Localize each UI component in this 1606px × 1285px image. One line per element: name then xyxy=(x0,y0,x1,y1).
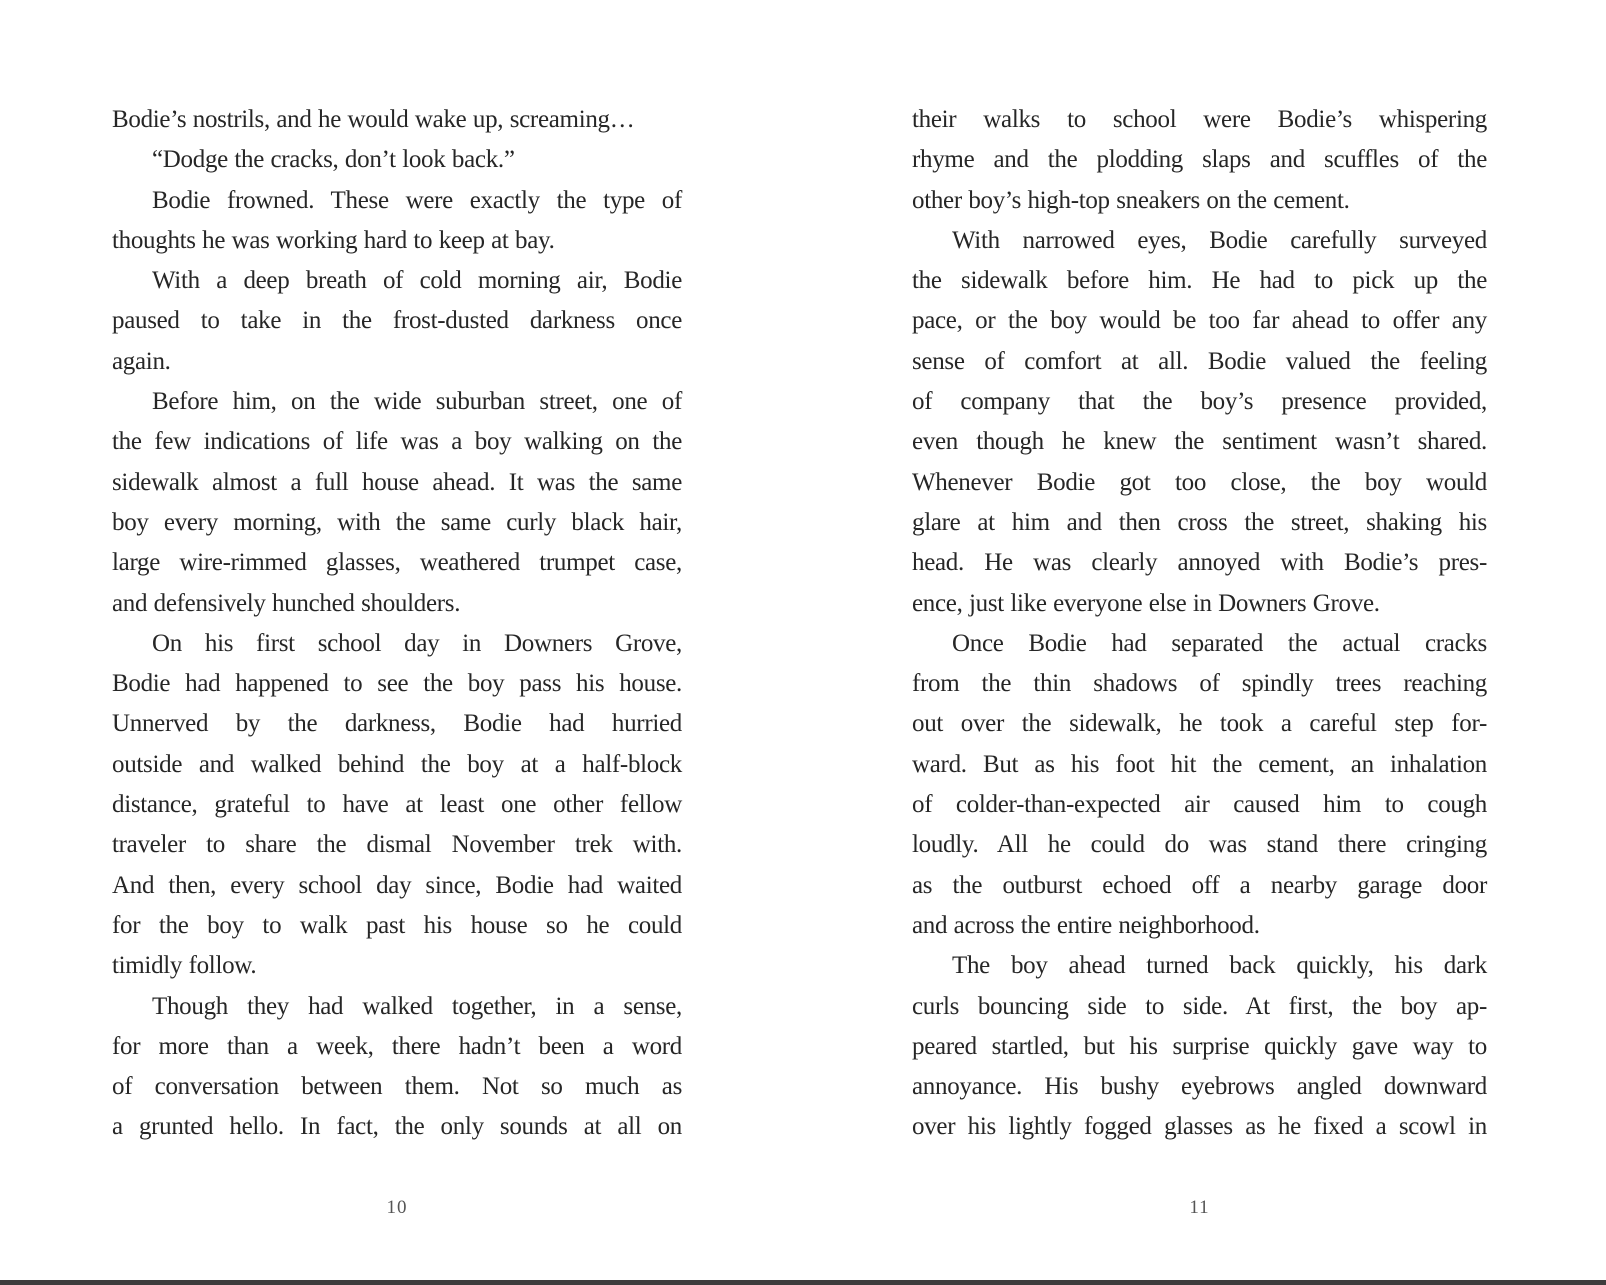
text-line: distance, grateful to have at least one other fellow xyxy=(112,791,682,819)
paragraph xyxy=(912,624,1487,946)
text-line: out over the sidewalk, he took a careful step for- xyxy=(912,710,1487,738)
text-line: even though he knew the sentiment wasn’t shared. xyxy=(912,428,1487,456)
text-line: of conversation between them. Not so much as xyxy=(112,1073,682,1101)
text-line: On his first school day in Downers Grove, xyxy=(152,629,682,657)
paragraph xyxy=(912,221,1487,624)
text-line: large wire-rimmed glasses, weathered trumpet case, xyxy=(112,549,682,577)
text-line: and across the entire neighborhood. xyxy=(912,911,1260,939)
paragraph xyxy=(112,181,682,262)
text-line: Once Bodie had separated the actual cracks xyxy=(952,629,1487,657)
text-line: pace, or the boy would be too far ahead to offer any xyxy=(912,307,1487,335)
text-line: rhyme and the plodding slaps and scuffles of the xyxy=(912,146,1487,174)
text-line: With narrowed eyes, Bodie carefully surveyed xyxy=(952,226,1487,254)
page-right xyxy=(912,100,1487,1285)
text-line: the sidewalk before him. He had to pick up the xyxy=(912,267,1487,295)
text-line: boy every morning, with the same curly black hair, xyxy=(112,508,682,536)
text-line: timidly follow. xyxy=(112,952,257,980)
text-line: curls bouncing side to side. At first, the boy ap- xyxy=(912,992,1487,1020)
text-line: their walks to school were Bodie’s whispering xyxy=(912,106,1487,133)
text-line: loudly. All he could do was stand there cringing xyxy=(912,831,1487,859)
window-bottom-edge xyxy=(0,1280,1606,1285)
text-line: thoughts he was working hard to keep at bay. xyxy=(112,226,555,254)
text-line: traveler to share the dismal November trek with. xyxy=(112,831,682,859)
text-line: for the boy to walk past his house so he could xyxy=(112,911,682,939)
text-line: again. xyxy=(112,347,171,375)
text-line: as the outburst echoed off a nearby garage door xyxy=(912,871,1487,899)
text-line: a grunted hello. In fact, the only sounds at all on xyxy=(112,1113,682,1141)
text-line: Bodie frowned. These were exactly the type of xyxy=(152,186,682,214)
paragraph xyxy=(112,261,682,382)
page-right-text xyxy=(912,100,1487,1148)
text-line: Before him, on the wide suburban street, one of xyxy=(152,388,682,416)
text-line: from the thin shadows of spindly trees reaching xyxy=(912,670,1487,698)
text-line: ence, just like everyone else in Downers Grove. xyxy=(912,589,1380,617)
paragraph xyxy=(112,140,682,180)
page-number-right: 11 xyxy=(1189,1197,1210,1218)
paragraph xyxy=(912,946,1487,1147)
text-line: Though they had walked together, in a sense, xyxy=(152,992,682,1020)
text-line: sidewalk almost a full house ahead. It was the same xyxy=(112,468,682,496)
text-line: And then, every school day since, Bodie had waited xyxy=(112,871,682,899)
page-left-text xyxy=(112,100,682,1148)
text-line: over his lightly fogged glasses as he fixed a scowl in xyxy=(912,1113,1487,1141)
text-line: With a deep breath of cold morning air, Bodie xyxy=(152,267,682,295)
text-line: head. He was clearly annoyed with Bodie’s pres- xyxy=(912,549,1487,577)
text-line: other boy’s high-top sneakers on the cement. xyxy=(912,186,1350,214)
text-line: glare at him and then cross the street, shaking his xyxy=(912,508,1487,536)
paragraph xyxy=(112,624,682,987)
text-line: “Dodge the cracks, don’t look back.” xyxy=(152,146,515,174)
text-line: the few indications of life was a boy walking on the xyxy=(112,428,682,456)
paragraph xyxy=(112,100,682,140)
text-line: of colder-than-expected air caused him to cough xyxy=(912,791,1487,819)
text-line: Bodie’s nostrils, and he would wake up, screaming… xyxy=(112,106,635,133)
text-line: Bodie had happened to see the boy pass his house. xyxy=(112,670,682,698)
text-line: Whenever Bodie got too close, the boy would xyxy=(912,468,1487,496)
text-line: paused to take in the frost-dusted darkness once xyxy=(112,307,682,335)
text-line: peared startled, but his surprise quickly gave way to xyxy=(912,1032,1487,1060)
page-number-left: 10 xyxy=(386,1197,408,1218)
paragraph xyxy=(112,987,682,1148)
text-line: outside and walked behind the boy at a half-block xyxy=(112,750,682,778)
text-line: Unnerved by the darkness, Bodie had hurried xyxy=(112,710,682,738)
text-line: of company that the boy’s presence provided, xyxy=(912,388,1487,416)
text-line: annoyance. His bushy eyebrows angled downward xyxy=(912,1073,1487,1101)
text-line: ward. But as his foot hit the cement, an inhalation xyxy=(912,750,1487,778)
page-left xyxy=(112,100,682,1285)
text-line: sense of comfort at all. Bodie valued the feeling xyxy=(912,347,1487,375)
paragraph xyxy=(912,100,1487,221)
text-line: and defensively hunched shoulders. xyxy=(112,589,461,617)
text-line: The boy ahead turned back quickly, his dark xyxy=(952,952,1487,980)
paragraph xyxy=(112,382,682,624)
text-line: for more than a week, there hadn’t been a word xyxy=(112,1032,682,1060)
